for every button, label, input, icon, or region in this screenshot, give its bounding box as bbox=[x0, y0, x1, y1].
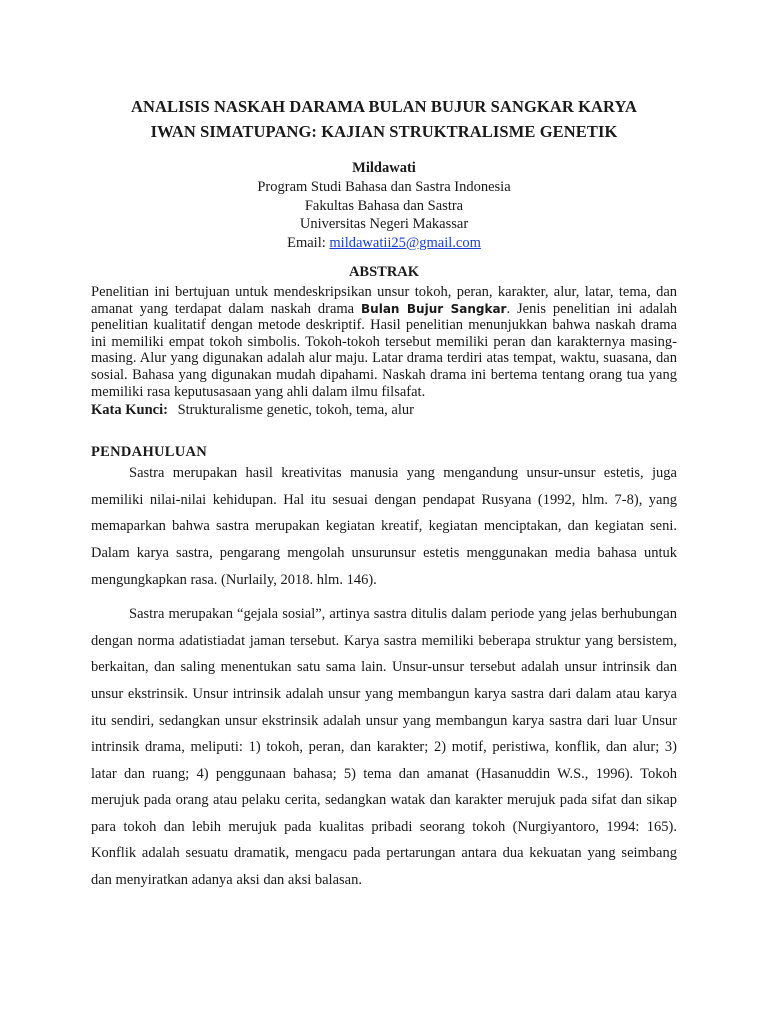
affiliation-program: Program Studi Bahasa dan Sastra Indonesia bbox=[257, 179, 511, 195]
abstract-text-after: . Jenis penelitian ini adalah penelitian kualitatif dengan metode deskriptif. Hasil penelitian menunjukkan bahwa naskah drama ini memiliki empat tokoh simbolis. Tokoh-tokoh tersebut memiliki peran dan karakternya masing-masing. Alur yang digunakan adalah alur maju. Latar drama terdiri atas tempat, waktu, suasana, dan sosial. Bahasa yang digunakan mudah dipahami. Naskah drama ini bertema tentang orang tua yang memiliki rasa keputusasaan yang ahli dalam ilmu filsafat. bbox=[91, 300, 677, 400]
email-link[interactable]: mildawatii25@gmail.com bbox=[329, 234, 481, 251]
introduction-paragraph-2: Sastra merupakan “gejala sosial”, artinya sastra ditulis dalam periode yang jelas berhubungan dengan norma adatistiadat jaman tersebut. Karya sastra memiliki beberapa struktur yang bersistem, berkaitan, dan saling menentukan satu sama lain. Unsur-unsur tersebut adalah unsur intrinsik dan unsur ekstrinsik. Unsur intrinsik adalah unsur yang membangun karya sastra dari dalam atau karya itu sendiri, sedangkan unsur ekstrinsik adalah unsur yang membangun karya sastra dari luar Unsur intrinsik drama, meliputi: 1) tokoh, peran, dan karakter; 2) motif, peristiwa, konflik, dan alur; 3) latar dan ruang; 4) penggunaan bahasa; 5) tema dan amanat (Hasanuddin W.S., 1996). Tokoh merujuk pada orang atau pelaku cerita, sedangkan watak dan karakter merujuk pada sifat dan sikap para tokoh dan lebih merujuk pada kualitas pribadi seorang tokoh (Nurgiyantoro, 1994: 165). Konflik adalah sesuatu dramatik, mengacu pada pertarungan antara dua kekuatan yang seimbang dan menyiratkan adanya aksi dan aksi balasan. bbox=[91, 606, 677, 889]
keywords: Strukturalisme genetic, tokoh, tema, alur bbox=[177, 402, 414, 419]
author-name: Mildawati bbox=[352, 160, 416, 176]
abstract-text bbox=[91, 284, 677, 400]
affiliation-university: Universitas Negeri Makassar bbox=[299, 216, 469, 232]
email-line bbox=[91, 234, 677, 253]
paper-page bbox=[91, 94, 677, 894]
title-line-2: IWAN SIMATUPANG: KAJIAN STRUKTRALISME GENETIK bbox=[150, 122, 618, 141]
email-label: Email: bbox=[287, 234, 326, 251]
abstract-text-before: Penelitian ini bertujuan untuk mendeskripsikan unsur tokoh, peran, karakter, alur, latar, tema, dan amanat yang terdapat dalam naskah drama bbox=[91, 284, 677, 317]
affiliation-faculty: Fakultas Bahasa dan Sastra bbox=[304, 197, 464, 214]
introduction-paragraph-1: Sastra merupakan hasil kreativitas manusia yang mengandung unsur-unsur estetis, juga memiliki nilai-nilai kehidupan. Hal itu sesuai dengan pendapat Rusyana (1992, hlm. 7-8), yang memaparkan bahwa sastra merupakan kegiatan kreatif, kegiatan menciptakan, dan kegiatan seni. Dalam karya sastra, pengarang mengolah unsurunsur estetis menggunakan media bahasa untuk mengungkapkan rasa. (Nurlaily, 2018. hlm. 146). bbox=[91, 465, 677, 588]
paper-title bbox=[91, 94, 677, 144]
drama-title: Bulan Bujur Sangkar bbox=[361, 301, 507, 316]
section-heading-introduction: PENDAHULUAN bbox=[91, 444, 208, 461]
keywords-label: Kata Kunci: bbox=[91, 402, 168, 419]
abstract-heading: ABSTRAK bbox=[348, 264, 420, 280]
keywords-line bbox=[91, 401, 677, 419]
title-line-1: ANALISIS NASKAH DARAMA BULAN BUJUR SANGKAR KARYA bbox=[130, 97, 637, 116]
